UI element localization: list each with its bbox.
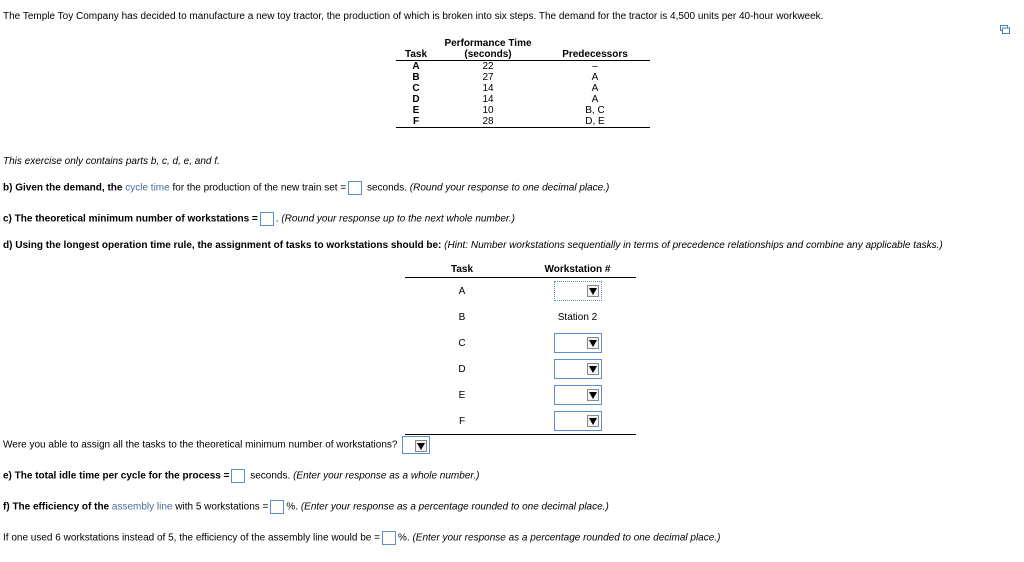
part-f-unit: %.: [286, 501, 299, 513]
pred-cell: A: [591, 94, 599, 105]
table-row: [396, 83, 650, 94]
task-header: Task: [396, 38, 436, 61]
table-row: [405, 382, 636, 408]
table-row: [405, 278, 636, 305]
part-e-hint: (Enter your response as a whole number.): [293, 470, 480, 482]
task-cell: C: [412, 83, 420, 94]
part-d-prefix: d) Using the longest operation time rule, the assignment of tasks to workstations should be:: [3, 240, 442, 251]
pred-cell: A: [591, 72, 599, 83]
copy-icon[interactable]: [1000, 25, 1010, 34]
part-c: [3, 212, 515, 226]
part-f2-prefix: If one used 6 workstations instead of 5, the efficiency of the assembly line would be =: [3, 532, 380, 544]
part-c-dot: .: [275, 213, 279, 225]
part-e-unit: seconds.: [247, 470, 291, 482]
min-question-text: Were you able to assign all the tasks to the theoretical minimum number of workstations?: [3, 439, 398, 451]
intro-text: The Temple Toy Company has decided to manufacture a new toy tractor, the production of which is broken into six steps. The demand for the tractor is 4,500 units per 40-hour workweek.: [3, 11, 824, 22]
time-cell: 28: [436, 116, 540, 128]
perf-header-line1: Performance Time: [444, 38, 532, 49]
part-f: [3, 500, 609, 514]
performance-time-header: [436, 38, 540, 61]
efficiency-6-input[interactable]: [382, 531, 396, 545]
part-c-prefix: c) The theoretical minimum number of workstations =: [3, 213, 258, 225]
table-row: [396, 105, 650, 116]
part-b-prefix: b) Given the demand, the: [3, 182, 126, 194]
table-row: [396, 116, 650, 128]
time-cell: 14: [482, 83, 494, 94]
ws-task-cell: C: [458, 337, 466, 349]
workstation-select-d[interactable]: [554, 359, 602, 379]
predecessors-header: Predecessors: [540, 38, 650, 61]
chevron-down-icon: [415, 440, 427, 452]
assembly-line-link[interactable]: assembly line: [111, 501, 173, 513]
perf-header-line2: (seconds): [464, 49, 512, 60]
task-cell: A: [412, 61, 420, 72]
time-cell: 14: [482, 94, 494, 105]
task-cell: B: [412, 72, 420, 83]
time-cell: 10: [482, 105, 494, 116]
table-row: [405, 408, 636, 435]
part-e: [3, 469, 479, 483]
workstation-select-c[interactable]: [554, 333, 602, 353]
pred-cell: D, E: [540, 116, 650, 128]
min-workstations-input[interactable]: [260, 212, 274, 226]
exercise-note: This exercise only contains parts b, c, d, e, and f.: [3, 156, 220, 167]
table-row: [396, 72, 650, 83]
time-cell: 27: [482, 72, 494, 83]
part-b-unit: seconds.: [364, 182, 408, 194]
table-row: [396, 61, 650, 73]
part-f-hint: (Enter your response as a percentage rounded to one decimal place.): [300, 501, 609, 513]
table-row: [405, 330, 636, 356]
workstation-select-f[interactable]: [554, 411, 602, 431]
ws-task-header: Task: [405, 264, 519, 278]
ws-task-cell: D: [458, 363, 466, 375]
ws-task-cell: F: [405, 408, 519, 435]
workstation-table: [405, 264, 636, 435]
table-row: [396, 94, 650, 105]
min-answer-select[interactable]: [402, 436, 430, 454]
part-e-prefix: e) The total idle time per cycle for the process =: [3, 470, 230, 482]
part-f2-unit: %.: [397, 532, 410, 544]
part-d: [3, 240, 943, 251]
part-f2-hint: (Enter your response as a percentage rounded to one decimal place.): [412, 532, 721, 544]
part-f-prefix: f) The efficiency of the: [3, 501, 112, 513]
idle-time-input[interactable]: [231, 469, 245, 483]
part-d-hint: (Hint: Number workstations sequentially in terms of precedence relationships and combine any applicable tasks.): [444, 240, 943, 251]
part-b-middle: for the production of the new train set =: [169, 182, 347, 194]
chevron-down-icon: [587, 389, 599, 401]
chevron-down-icon: [587, 363, 599, 375]
chevron-down-icon: [587, 415, 599, 427]
efficiency-5-input[interactable]: [270, 500, 284, 514]
min-question: [3, 436, 430, 454]
workstation-select-a[interactable]: [554, 281, 602, 301]
task-cell: D: [412, 94, 420, 105]
chevron-down-icon: [587, 337, 599, 349]
task-cell: E: [412, 105, 420, 116]
part-f-middle: with 5 workstations =: [172, 501, 269, 513]
cycle-time-link[interactable]: cycle time: [125, 182, 170, 194]
workstation-select-b[interactable]: Station 2: [557, 311, 598, 323]
table-row: [405, 356, 636, 382]
part-c-hint: (Round your response up to the next whole number.): [281, 213, 515, 225]
chevron-down-icon: [587, 285, 599, 297]
part-b-hint: (Round your response to one decimal place.): [409, 182, 610, 194]
ws-task-cell: B: [458, 311, 466, 323]
pred-cell: A: [591, 83, 599, 94]
workstation-select-e[interactable]: [554, 385, 602, 405]
task-table: [396, 38, 650, 128]
table-row: [405, 304, 636, 330]
ws-task-cell: E: [458, 389, 466, 401]
cycle-time-input[interactable]: [348, 181, 362, 195]
ws-task-cell: A: [458, 285, 466, 297]
part-b: [3, 181, 609, 195]
task-cell: F: [396, 116, 436, 128]
ws-number-header: Workstation #: [519, 264, 636, 278]
pred-cell: –: [592, 61, 598, 72]
part-f2: [3, 531, 720, 545]
time-cell: 22: [482, 61, 494, 72]
pred-cell: B, C: [585, 105, 605, 116]
